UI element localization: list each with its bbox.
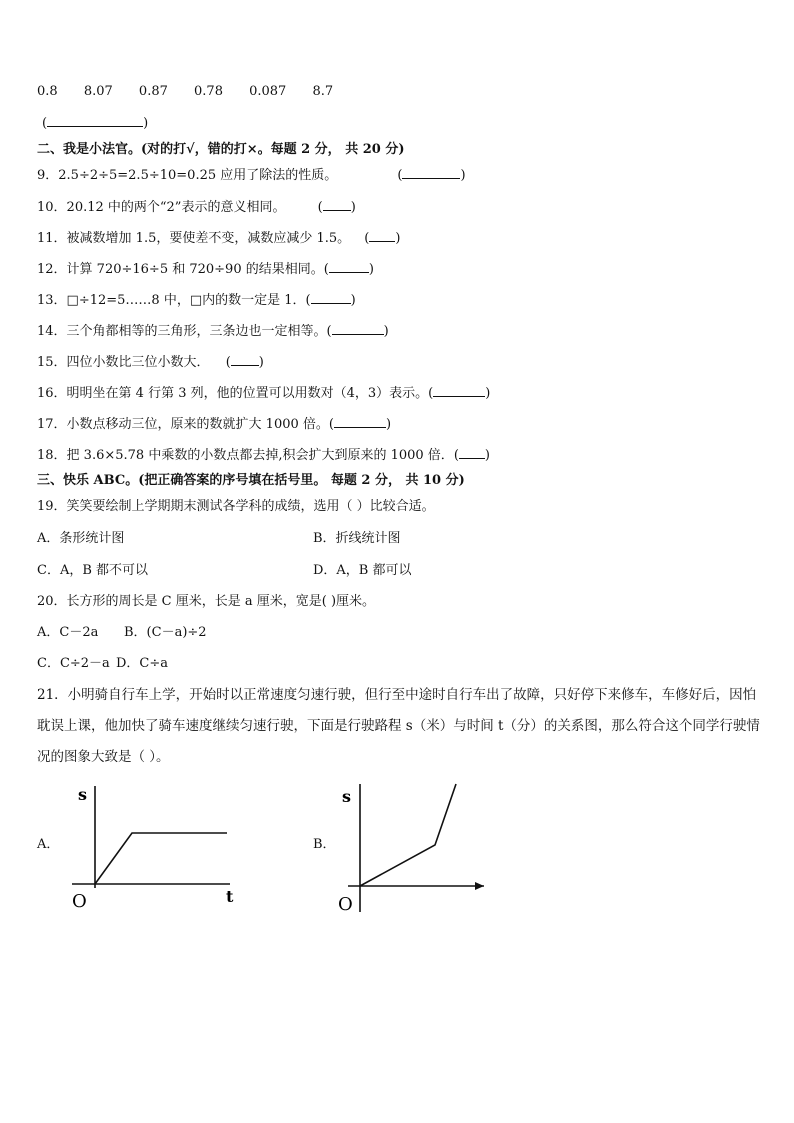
question-17: 17．小数点移动三位，原来的数就扩大 1000 倍。( ) — [37, 417, 392, 432]
number-item: 0.087 — [249, 84, 287, 99]
q21-graph-b — [330, 778, 500, 916]
number-item: 0.8 — [37, 84, 58, 99]
graph-line — [360, 784, 456, 886]
question-13: 13．□÷12=5……8 中，□内的数一定是 1．( ) — [37, 293, 356, 308]
origin-label: O — [338, 894, 353, 915]
q20-option-d: D．C÷a — [116, 656, 169, 671]
question-14: 14．三个角都相等的三角形，三条边也一定相等。( ) — [37, 324, 389, 339]
question-20-stem: 20．长方形的周长是 C 厘米，长是 a 厘米，宽是( )厘米。 — [37, 594, 376, 609]
q21-graph-a — [60, 778, 260, 913]
graph-line — [95, 833, 227, 884]
question-9: 9．2.5÷2÷5=2.5÷10=0.25 应用了除法的性质。 ( ) — [37, 168, 466, 183]
q21-graph-a-label: A． — [37, 837, 60, 852]
q21-graph-b-label: B． — [313, 837, 336, 852]
origin-label: O — [72, 891, 87, 912]
question-12: 12．计算 720÷16÷5 和 720÷90 的结果相同。( ) — [37, 262, 374, 277]
question-19-stem: 19．笑笑要绘制上学期期末测试各学科的成绩，选用（ ）比较合适。 — [37, 499, 435, 514]
q19-option-c: C．A，B 都不可以 — [37, 563, 149, 578]
q20-option-a: A．C－2a — [37, 625, 99, 640]
question-21-stem: 21．小明骑自行车上学，开始时以正常速度匀速行驶，但行至中途时自行车出了故障，只好停下来修车，车修好后，因怕耽误上课，他加快了骑车速度继续匀速行驶，下面是行驶路程 s（米）与时间 t（分）的关系图，那么符合这个同学行驶情况的图象大致是（ ）。 — [37, 687, 760, 765]
question-10: 10．20.12 中的两个“2”表示的意义相同。 ( ) — [37, 200, 356, 215]
question-18: 18．把 3.6×5.78 中乘数的小数点都去掉,积会扩大到原来的 1000 倍．( ) — [37, 448, 490, 463]
y-axis-label: s — [78, 785, 88, 804]
y-axis-label: s — [342, 787, 352, 806]
number-list — [37, 83, 355, 101]
x-axis-label: t — [226, 887, 234, 906]
section-title-judge: 二、我是小法官。(对的打√，错的打×。每题 2 分， 共 20 分) — [37, 142, 405, 157]
question-11: 11．被减数增加 1.5，要使差不变，减数应减少 1.5。 ( ) — [37, 231, 401, 246]
number-item: 8.07 — [83, 84, 113, 99]
q19-option-a: A．条形统计图 — [37, 531, 125, 546]
section-title-choice: 三、快乐 ABC。(把正确答案的序号填在括号里。 每题 2 分， 共 10 分) — [37, 473, 465, 488]
number-item: 0.87 — [138, 84, 168, 99]
number-item: 0.78 — [194, 84, 223, 99]
q19-option-b: B．折线统计图 — [313, 531, 401, 546]
answer-blank: ( ) — [42, 116, 149, 131]
x-axis-arrow-icon — [475, 882, 484, 890]
question-16: 16．明明坐在第 4 行第 3 列，他的位置可以用数对（4，3）表示。( ) — [37, 386, 491, 401]
number-item: 8.7 — [312, 84, 334, 99]
q20-option-b: B．(C－a)÷2 — [124, 625, 207, 640]
question-15: 15．四位小数比三位小数大． ( ) — [37, 355, 264, 370]
q20-option-c: C．C÷2－a — [37, 656, 110, 671]
q19-option-d: D．A，B 都可以 — [313, 563, 412, 578]
